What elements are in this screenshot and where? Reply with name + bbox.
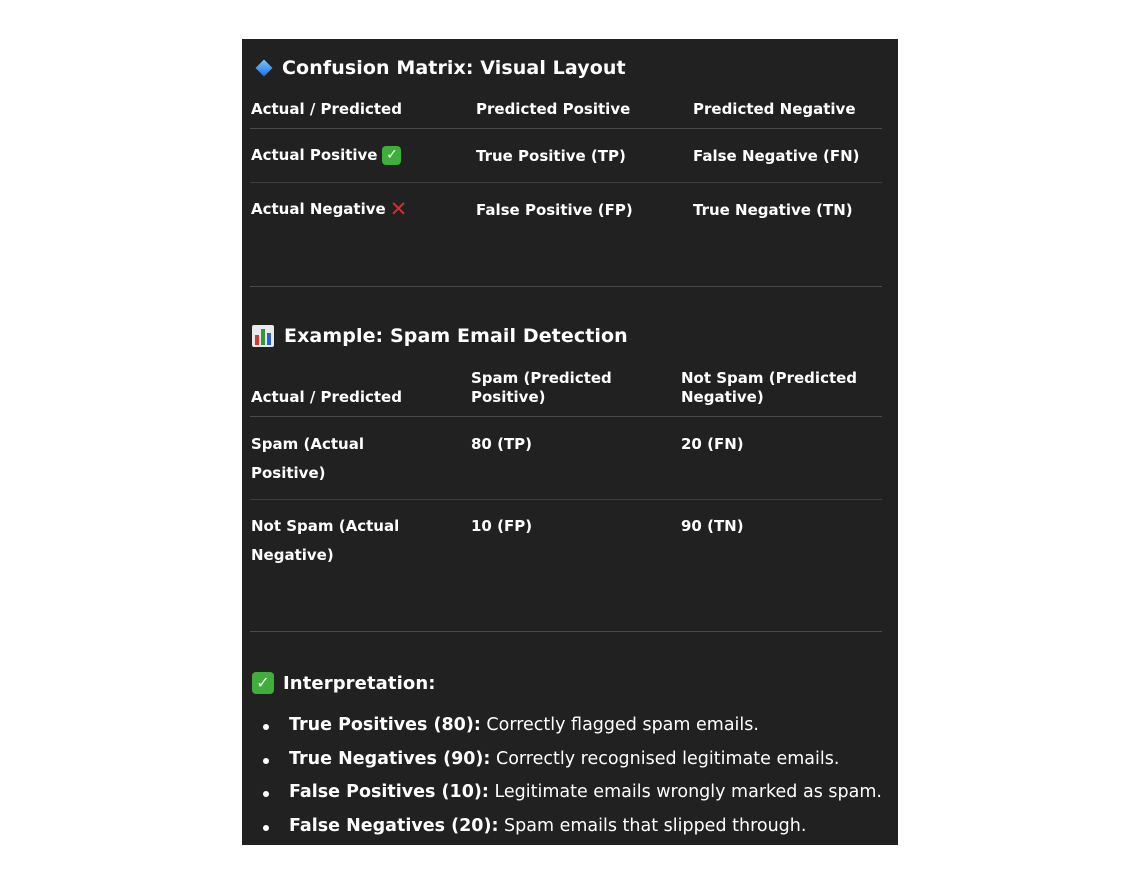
content-panel bbox=[242, 39, 898, 845]
list-item-term: True Positives (80): bbox=[289, 715, 481, 735]
table2-cell-tn: 90 (TN) bbox=[681, 517, 744, 535]
bar-chart-icon bbox=[252, 325, 274, 347]
list-item-description: Spam emails that slipped through. bbox=[498, 815, 807, 836]
table2-cell-fp: 10 (FP) bbox=[471, 517, 533, 535]
table1-cell-fp: False Positive (FP) bbox=[476, 201, 633, 219]
table2-header-spam: Spam (Predicted Positive) bbox=[471, 369, 612, 406]
interpretation-list bbox=[260, 709, 882, 843]
section-title: Interpretation: bbox=[283, 672, 436, 694]
row-label: Actual Negative bbox=[251, 200, 386, 218]
check-mark-button-icon: ✓ bbox=[382, 146, 401, 165]
table2-cell-tp: 80 (TP) bbox=[471, 435, 533, 453]
list-item-term: False Positives (10): bbox=[289, 782, 489, 803]
table2-row-divider bbox=[250, 499, 882, 500]
list-item bbox=[260, 743, 882, 777]
list-item-description: Correctly flagged spam emails. bbox=[480, 715, 759, 735]
table1-row-divider bbox=[250, 182, 882, 183]
list-item-term: False Negatives (20): bbox=[289, 815, 499, 836]
table2-header-divider bbox=[250, 416, 882, 417]
table1-cell-tn: True Negative (TN) bbox=[693, 201, 853, 219]
table1-cell-fn: False Negative (FN) bbox=[693, 147, 860, 165]
table1-header-predicted-positive: Predicted Positive bbox=[476, 100, 631, 118]
list-item-term: True Negatives (90): bbox=[289, 748, 491, 769]
check-mark-button-icon: ✓ bbox=[252, 672, 274, 694]
blue-diamond-icon bbox=[256, 60, 273, 77]
list-item-description: Legitimate emails wrongly marked as spam. bbox=[488, 782, 882, 803]
table1-header-actual-predicted: Actual / Predicted bbox=[251, 100, 402, 118]
section-heading-spam-example bbox=[252, 325, 628, 347]
list-item bbox=[260, 776, 882, 810]
section-title: Confusion Matrix: Visual Layout bbox=[282, 57, 626, 79]
row-label: Actual Positive bbox=[251, 146, 378, 164]
table2-row-spam-label: Spam (Actual Positive) bbox=[251, 435, 364, 482]
table1-header-divider bbox=[250, 128, 882, 129]
list-item-description: Correctly recognised legitimate emails. bbox=[490, 748, 840, 769]
section-heading-interpretation bbox=[252, 672, 436, 694]
section-divider bbox=[250, 631, 882, 632]
section-divider bbox=[250, 286, 882, 287]
section-title: Example: Spam Email Detection bbox=[284, 325, 628, 347]
table1-row-actual-positive-label bbox=[251, 146, 401, 165]
table1-header-predicted-negative: Predicted Negative bbox=[693, 100, 856, 118]
list-item bbox=[260, 709, 882, 743]
section-heading-confusion-matrix bbox=[252, 57, 626, 79]
table2-row-not-spam-label: Not Spam (Actual Negative) bbox=[251, 517, 400, 564]
table2-cell-fn: 20 (FN) bbox=[681, 435, 744, 453]
table1-cell-tp: True Positive (TP) bbox=[476, 147, 626, 165]
list-item bbox=[260, 810, 882, 844]
cross-mark-icon: ✕ bbox=[389, 197, 408, 221]
table2-header-actual-predicted: Actual / Predicted bbox=[251, 388, 402, 406]
table2-header-not-spam: Not Spam (Predicted Negative) bbox=[681, 369, 858, 406]
table1-row-actual-negative-label bbox=[251, 197, 408, 221]
